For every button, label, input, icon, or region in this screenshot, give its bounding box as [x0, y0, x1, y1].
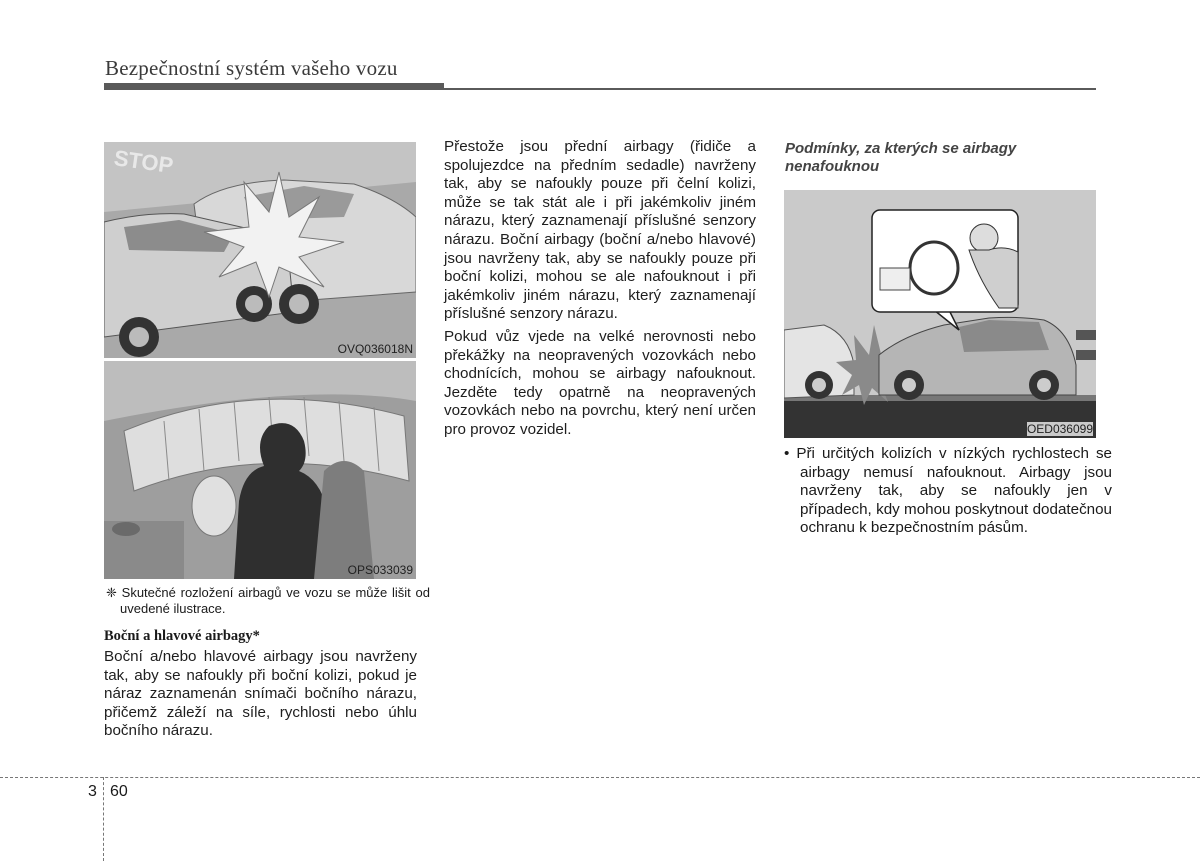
section-heading-no-deploy: Podmínky, za kterých se airbagy nenafouknou	[785, 140, 1017, 175]
header-rule-thick	[104, 83, 444, 90]
section-heading-side-airbags: Boční a hlavové airbagy*	[104, 628, 260, 644]
page-number: 60	[110, 783, 128, 800]
page-header-title: Bezpečnostní systém vašeho vozu	[105, 56, 398, 80]
figure-code-label: OED036099	[1026, 422, 1093, 436]
footer-dashed-rule	[0, 777, 1200, 778]
low-speed-bullet: • Při určitých kolizích v nízkých rychlostech se airbagy nemusí nafouknout. Airbagy jsou navrženy tak, aby se nafoukly jen v případech, kdy mohou poskytnout dodatečnou ochranu k bezpečnostním pásům.	[784, 445, 1112, 537]
side-airbags-paragraph	[104, 648, 417, 745]
illustration-note: ❈ Skutečné rozložení airbagů ve vozu se může lišit od uvedené ilustrace.	[106, 585, 430, 616]
middle-column-text	[444, 138, 756, 444]
figure-code-label: OVQ036018N	[337, 342, 413, 356]
paragraph: Pokud vůz vjede na velké nerovnosti nebo překážky na neopravených vozovkách nebo chodnících, mohou se airbagy nafouknout. Jezděte tedy opatrně na neopravených vozovkách nebo na povrchu, který není určen pro provoz vozidel.	[444, 327, 756, 438]
figure-side-collision	[104, 142, 416, 358]
paragraph: Boční a/nebo hlavové airbagy jsou navrženy tak, aby se nafoukly při boční kolizi, pokud je náraz zaznamenán snímači bočního nárazu, přičemž záleží na síle, rychlosti nebo úhlu bočního nárazu.	[104, 648, 417, 740]
chapter-number: 3	[88, 783, 97, 800]
figure-rear-collision	[784, 190, 1096, 438]
header-rule-thin	[444, 88, 1096, 90]
road-marking-text: STOP	[112, 145, 175, 179]
paragraph: Přestože jsou přední airbagy (řidiče a spolujezdce na předním sedadle) navrženy tak, aby se nafoukly pouze při čelní kolizi, může se tak stát ale i při jakémkoliv jiném nárazu, který zaznamenají příslušné senzory nárazu. Boční airbagy (boční a/nebo hlavové) jsou navrženy tak, aby se nafoukly pouze při boční kolizi, mohou se ale nafouknout i při jakémkoliv jiném nárazu, který zaznamenají příslušné senzory nárazu.	[444, 138, 756, 323]
footer-dashed-vertical	[103, 777, 104, 861]
figure-code-label: OPS033039	[347, 563, 413, 577]
figure-curtain-airbag	[104, 361, 416, 579]
